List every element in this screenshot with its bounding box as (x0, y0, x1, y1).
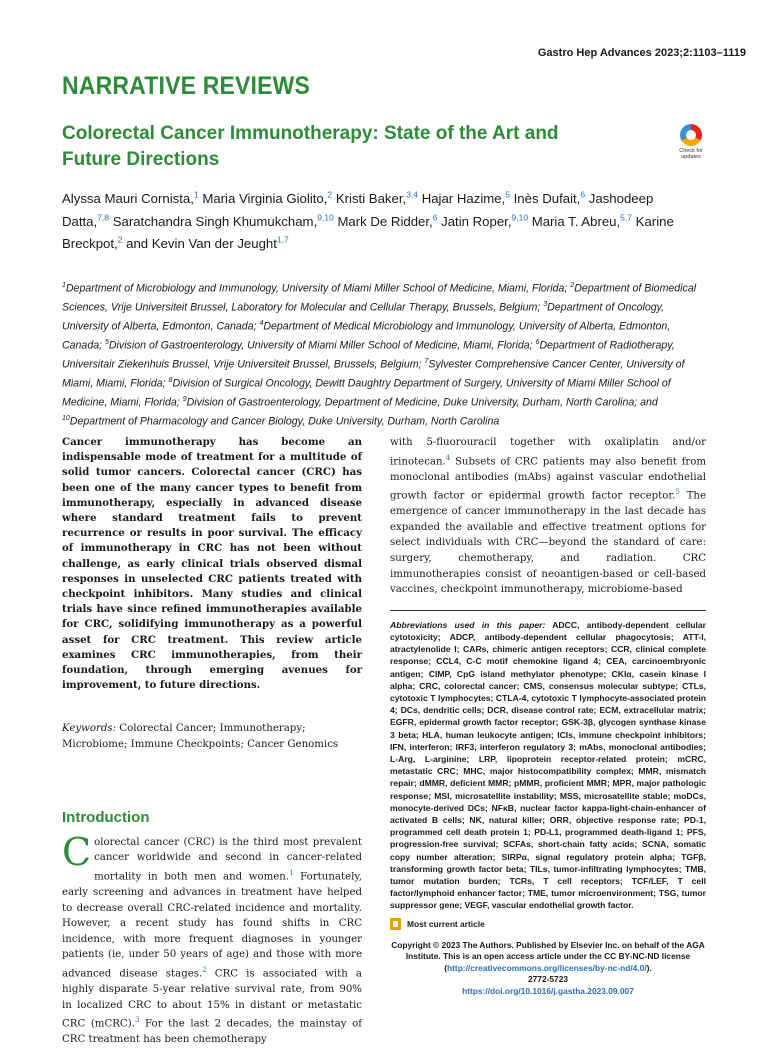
author-affiliation-marker: 2 (117, 234, 123, 245)
author[interactable] (532, 214, 632, 229)
issn: 2772-5723 (527, 974, 569, 985)
author-name: Saratchandra Singh Khumukcham, (112, 213, 318, 229)
author-affiliation-marker: 1 (193, 190, 199, 200)
affiliation-marker: 5 (105, 338, 109, 346)
right-column (390, 435, 706, 998)
intro-segment: Fortunately, early screening and advances in treatment have helped to decrease overall CRC-related incidence and mortality. However, a recent study has found shifts in CRC incidence, with more frequent diagnoses in younger patients (ie, under 50 years of age) and those with more advanced disease stages. (62, 871, 362, 980)
citation-link[interactable]: 1 (289, 869, 294, 878)
author-affiliation-marker: 9,10 (511, 212, 529, 223)
affiliation-text: Division of Gastroenterology, University of Miami Miller School of Medicine, Miami, Florida; (108, 339, 536, 352)
author[interactable] (126, 236, 289, 251)
affiliation-text: Department of Biomedical Sciences, Vrije Universiteit Brussel, Laboratory for Molecular and Cellular Therapy, Brussels, Belgium; (62, 282, 697, 314)
author[interactable] (202, 191, 332, 206)
author[interactable] (337, 214, 437, 229)
affiliation-marker: 6 (535, 338, 540, 346)
author-affiliation-marker: 6 (580, 190, 586, 200)
affiliation-marker: 1 (62, 282, 66, 289)
copyright-text: Copyright © 2023 The Authors. Published by Elsevier Inc. on behalf of the AGA Institute. This is an open access article under the CC BY-NC-ND license ( (391, 939, 705, 973)
license-link[interactable]: http://creativecommons.org/licenses/by-nc-nd/4.0/ (447, 962, 647, 973)
author-name: Kristi Baker, (335, 191, 407, 207)
affiliation-marker: 9 (182, 395, 187, 403)
affiliation-marker: 4 (259, 319, 264, 327)
section-banner: NARRATIVE REVIEWS (62, 72, 311, 100)
author-name: Maria Virginia Giolito, (202, 191, 328, 207)
document-icon (390, 918, 401, 930)
affiliation-text: Department of Radiotherapy, Universitair Ziekenhuis Brussel, Vrije Universiteit Brussel, Brussels, Belgium; (62, 339, 675, 371)
keywords-text: Colorectal Cancer; Immunotherapy; Microbiome; Immune Checkpoints; Cancer Genomics (62, 723, 339, 750)
author-name: Alyssa Mauri Cornista, (62, 191, 194, 207)
affiliation-text: Division of Gastroenterology, Department of Medicine, Duke University, Durham, North Carolina; and (186, 396, 658, 409)
affiliation-text: Sylvester Comprehensive Cancer Center, University of Miami, Miami, Florida; (62, 358, 685, 390)
left-column (62, 435, 362, 1048)
body-text (390, 435, 706, 598)
author[interactable] (336, 191, 418, 206)
author-name: and Kevin Van der Jeught (126, 236, 277, 252)
article-title: Colorectal Cancer Immunotherapy: State of the Art and Future Directions (62, 123, 559, 170)
most-current-article[interactable] (390, 918, 706, 930)
author-name: Karine Breckpot, (62, 213, 674, 252)
author-affiliation-marker: 9,10 (317, 212, 334, 223)
author[interactable] (62, 191, 199, 206)
author-affiliation-marker: 3,4 (406, 190, 419, 200)
divider (390, 610, 706, 611)
abbreviations-label: Abbreviations used in this paper: (390, 619, 546, 630)
affiliation-text: Department of Pharmacology and Cancer Biology, Duke University, Durham, North Carolina (69, 415, 500, 428)
doi-link[interactable]: https://doi.org/10.1016/j.gastha.2023.09.007 (462, 985, 634, 996)
intro-segment: CRC is associated with a highly disparate 5-year relative survival rate, from 90% in localized CRC to about 15% in distant or metastatic CRC (mCRC). (62, 968, 363, 1030)
body-segment: Subsets of CRC patients may also benefit from monoclonal antibodies (mAbs) against vascular endothelial growth factor or epidermal growth factor receptor. (390, 455, 706, 502)
drop-cap: C (62, 829, 92, 874)
author[interactable] (441, 214, 528, 229)
introduction-heading: Introduction (62, 808, 150, 826)
author-name: Jatin Roper, (441, 213, 512, 229)
affiliation-marker: 10 (62, 414, 70, 422)
author-affiliation-marker: 5,7 (620, 212, 632, 223)
author-name: Hajar Hazime, (421, 191, 506, 207)
affiliation-text: Department of Medical Microbiology and Immunology, University of Alberta, Edmonton, Canada; (62, 320, 671, 352)
citation-link[interactable]: 4 (445, 453, 451, 462)
abbreviations-text: ADCC, antibody-dependent cellular cytotoxicity; ADCP, antibody-dependent cellular phagocytosis; ATT-I, atractylenolide I; CARs, chimeric antigen receptors; CCR, clinical complete response; CCL4, C-C motif chemokine ligand 4; CEA, carcinoembryonic antigen; CIMP, CpG island methylator phenotype; CKIα, casein kinase I alpha; CRC, colorectal cancer; CMS, consensus molecular subtype; CTLs, cytotoxic T lymphocytes; CTLA-4, cytotoxic T lymphocyte-associated protein 4; DCs, dendritic cells; DCR, disease control rate; ECM, extracellular matrix; EGFR, epidermal growth factor receptor; GSK-3β, glycogen synthase kinase 3 beta; HLA, human leukocyte antigen; ICIs, immune checkpoint inhibitors; IFN, interferon; IRF3, interferon regulatory 3; mAbs, monoclonal antibodies; L-Arg, L-arginine; LRP, lipoprotein receptor-related protein; mCRC, metastatic CRC; MHC, major histocompatibility complex; MMR, mismatch repair; dMMR, deficient MMR; pMMR, proficient MMR; MPR, major pathologic response; MSI, microsatellite instability; MSS, microsatellite stable; moDCs, monocyte-derived DCs; NFκB, nuclear factor kappa-light-chain-enhancer of activated B cells; NK, natural killer; ORR, objective response rate; PD-1, programmed cell death protein 1; PD-L1, programmed death-ligand 1; PFS, progression-free survival; SCFAs, short-chain fatty acids; SCNA, somatic copy number alteration; SIRPα, signal regulatory protein alpha; TGFβ, transforming growth factor beta; TILs, tumor-infiltrating lymphocytes; TMB, tumor mutation burden; TCRs, T cell receptors; TCF/LEF, T cell factor/lymphoid enhancer factor; TME, tumor microenvironment; TSG, tumor suppressor gene; VEGF, vascular endothelial growth factor. (390, 619, 707, 911)
keywords-label: Keywords: (62, 723, 117, 735)
affiliation-marker: 7 (424, 357, 429, 365)
copyright-end: ). (646, 962, 652, 973)
intro-segment: For the last 2 decades, the mainstay of CRC treatment has been chemotherapy (62, 1018, 362, 1046)
abstract: Cancer immunotherapy has become an indispensable mode of treatment for a multitude of solid tumor cancers. Colorectal cancer (CRC) has been one of the many cancer types to benefit from immunotherapy, especially in advanced disease where standard treatment fails to prevent recurrence or results in poor survival. The efficacy of immunotherapy in CRC has not been without challenge, as early clinical trials observed dismal responses in unselected CRC patients treated with checkpoint inhibitors. Many studies and clinical trials have since refined immunotherapies available for CRC, solidifying immunotherapy as a powerful asset for CRC treatment. This review article examines CRC immunotherapies, from their foundation, through emerging avenues for improvement, to future directions. (62, 436, 362, 692)
author-affiliation-marker: 7,8 (97, 212, 110, 223)
introduction-text (62, 829, 363, 1048)
journal-reference: Gastro Hep Advances 2023;2:1103–1119 (537, 47, 746, 59)
affiliation-text: Division of Surgical Oncology, Dewitt Daughtry Department of Surgery, University of Miami Miller School of Medicine, Miami, Florida; (62, 377, 671, 409)
citation-link[interactable]: 5 (675, 488, 680, 497)
copyright-notice (390, 940, 706, 998)
author-affiliation-marker: 1,7 (276, 234, 289, 245)
author[interactable] (113, 214, 334, 229)
author[interactable] (514, 191, 585, 206)
affiliation-marker: 8 (168, 376, 173, 384)
author-affiliation-marker: 5 (505, 190, 510, 200)
author-name: Maria T. Abreu, (531, 213, 621, 229)
author-affiliation-marker: 2 (327, 190, 333, 200)
citation-link[interactable]: 3 (134, 1016, 140, 1025)
most-current-label: Most current article (407, 918, 485, 929)
check-updates-label: Check for updates (679, 148, 703, 160)
author[interactable] (422, 191, 510, 206)
affiliation-marker: 3 (543, 300, 548, 308)
author-name: Mark De Ridder, (337, 213, 433, 229)
author-list (62, 186, 702, 253)
body-segment: with 5-fluorouracil together with oxaliplatin and/or irinotecan. (390, 437, 706, 467)
intro-segment: olorectal cancer (CRC) is the third most prevalent cancer worldwide and second in cancer-related mortality in both men and women. (94, 836, 362, 883)
body-segment: The emergence of cancer immunotherapy in the last decade has expanded the available and effective treatment options for select individuals with CRC—beyond the standard of care: surgery, chemotherapy, and radiation. CRC immunotherapies consist of neoantigen-based or cell-based vaccines, checkpoint immunotherapy, microbiome-based (390, 490, 706, 596)
keywords (62, 721, 362, 751)
author-name: Inès Dufait, (513, 191, 581, 207)
check-for-updates-badge[interactable] (676, 124, 706, 160)
abbreviations (390, 619, 706, 912)
author-name: Jashodeep Datta, (62, 191, 654, 229)
citation-link[interactable]: 2 (202, 966, 207, 974)
affiliation-text: Department of Oncology, University of Alberta, Edmonton, Canada; (62, 301, 665, 333)
affiliations (62, 278, 710, 430)
author-affiliation-marker: 6 (432, 212, 438, 223)
affiliation-text: Department of Microbiology and Immunology, University of Miami Miller School of Medicine, Miami, Florida; (65, 282, 571, 295)
check-updates-icon (680, 124, 702, 146)
affiliation-marker: 2 (570, 282, 575, 289)
